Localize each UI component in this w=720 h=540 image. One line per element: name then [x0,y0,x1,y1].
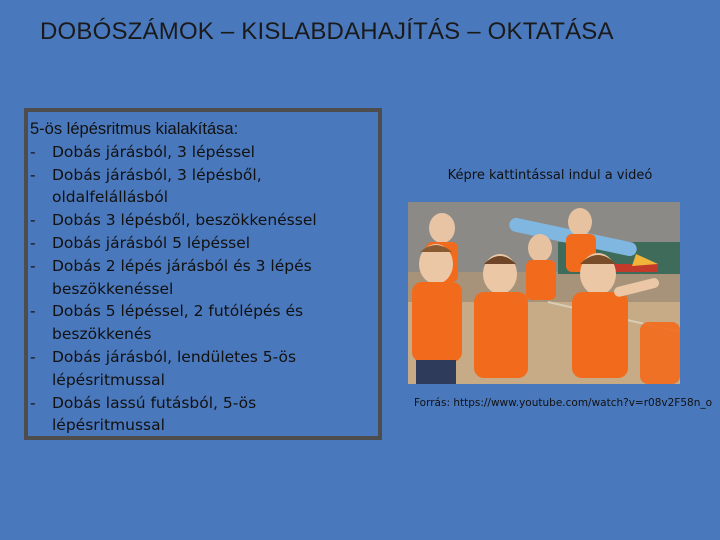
content-subtitle: 5-ös lépésritmus kialakítása: [30,120,239,138]
bullet-dash: - [30,347,36,366]
bullet-dash: - [30,165,36,184]
list-item-text: Dobás lassú futásból, 5-ös lépésritmussal [52,393,257,435]
video-thumbnail[interactable] [408,202,680,384]
list-item [30,164,374,210]
content-box [24,108,382,440]
list-item-text: Dobás járásból 5 lépéssel [52,233,251,252]
list-item-text: Dobás járásból, 3 lépéssel [52,142,255,161]
list-item-text: Dobás járásból, 3 lépésből, oldalfelállásból [52,165,262,207]
bullet-dash: - [30,142,36,161]
video-caption: Képre kattintással indul a videó [447,168,653,183]
bullet-dash: - [30,233,36,252]
list-item [30,346,374,392]
list-item [30,209,374,232]
bullet-dash: - [30,211,36,230]
video-thumbnail-image [408,202,680,384]
list-item [30,255,374,301]
list-item-text: Dobás 5 lépéssel, 2 futólépés és beszökkenés [52,302,304,344]
list-item [30,300,374,346]
exercise-list [30,141,374,437]
list-item-text: Dobás 3 lépésből, beszökkenéssel [52,211,317,230]
video-source-link[interactable]: Forrás: https://www.youtube.com/watch?v=r08v2F58n_o [414,397,713,409]
list-item [30,141,374,164]
bullet-dash: - [30,256,36,275]
bullet-dash: - [30,302,36,321]
bullet-dash: - [30,393,36,412]
list-item [30,232,374,255]
list-item-text: Dobás 2 lépés járásból és 3 lépés beszökkenéssel [52,256,312,298]
list-item-text: Dobás járásból, lendületes 5-ös lépésritmussal [52,347,297,389]
list-item [30,392,374,438]
slide-title: DOBÓSZÁMOK – KISLABDAHAJÍTÁS – OKTATÁSA [40,18,614,45]
